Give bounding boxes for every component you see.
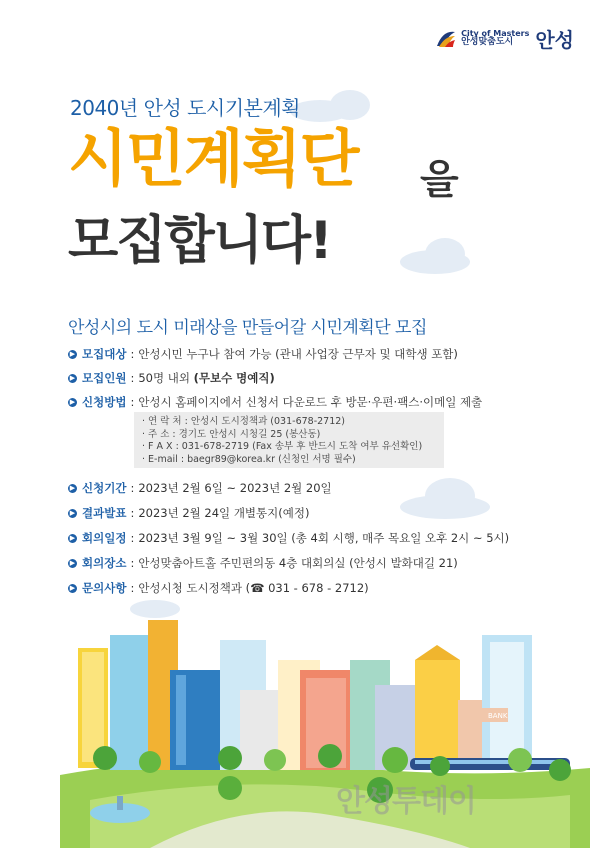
- info-row-period: ▶ 신청기간 : 2023년 2월 6일 ~ 2023년 2월 20일: [69, 481, 332, 495]
- info-value: 안성시민 누구나 참여 가능 (관내 사업장 근무자 및 대학생 포함): [138, 347, 458, 361]
- info-value: 50명 내외: [138, 371, 190, 385]
- info-row-inquiry: ▶ 문의사항 : 안성시청 도시정책과 (☎ 031 - 678 - 2712): [69, 581, 369, 595]
- contact-line: · F A X : 031-678-2719 (Fax 송부 후 반드시 도착 여부 유선확인): [142, 441, 423, 452]
- arrow-bullet-icon: ▶: [69, 583, 76, 592]
- contact-box: [134, 412, 444, 468]
- info-value-bold: (무보수 명예직): [193, 371, 275, 385]
- info-row-schedule: ▶ 회의일정 : 2023년 3월 9일 ~ 3월 30일 (총 4회 시행, 매주 목요일 오후 2시 ~ 5시): [69, 531, 510, 545]
- logo-korean: 안성맞춤도시: [461, 37, 514, 47]
- arrow-bullet-icon: ▶: [69, 373, 76, 382]
- info-label: 회의일정: [82, 531, 127, 545]
- poster-headline-highlight: 시민계획단: [68, 122, 358, 195]
- info-row-result: ▶ 결과발표 : 2023년 2월 24일 개별통지(예정): [69, 506, 310, 520]
- cloud: [425, 238, 465, 270]
- info-value: 2023년 2월 24일 개별통지(예정): [138, 506, 310, 520]
- info-row-count: ▶ 모집인원 : 50명 내외 (무보수 명예직): [69, 371, 275, 385]
- arrow-bullet-icon: ▶: [69, 508, 76, 517]
- info-label: 모집인원: [82, 371, 127, 385]
- info-label: 결과발표: [82, 506, 127, 520]
- city-logo: [435, 24, 574, 53]
- logo-english: City of Masters: [461, 29, 530, 38]
- poster-subtitle: 2040년 안성 도시기본계획: [70, 96, 300, 120]
- info-label: 신청방법: [82, 395, 127, 409]
- info-value: 2023년 3월 9일 ~ 3월 30일 (총 4회 시행, 매주 목요일 오후 2시 ~ 5시): [138, 531, 510, 545]
- info-row-venue: ▶ 회의장소 : 안성맞춤아트홀 주민편의동 4층 대회의실 (안성시 발화대길 21): [69, 556, 458, 570]
- info-value: 안성시청 도시정책과 (☎ 031 - 678 - 2712): [138, 581, 369, 595]
- poster-headline-line2: 모집합니다!: [68, 211, 331, 271]
- arrow-bullet-icon: ▶: [69, 558, 76, 567]
- contact-line: · 연 락 처 : 안성시 도시정책과 (031-678-2712): [142, 416, 346, 427]
- poster-headline-particle: 을: [420, 157, 458, 203]
- contact-line: · 주 소 : 경기도 안성시 시청길 25 (봉산동): [142, 428, 321, 440]
- info-label: 회의장소: [82, 556, 127, 570]
- city-emblem-icon: [435, 28, 457, 50]
- arrow-bullet-icon: ▶: [69, 483, 76, 492]
- building-sign: BANK: [488, 712, 508, 720]
- city-illustration: [0, 600, 600, 848]
- info-row-target: ▶ 모집대상 : 안성시민 누구나 참여 가능 (관내 사업장 근무자 및 대학생 포함): [69, 347, 458, 361]
- info-value: 안성맞춤아트홀 주민편의동 4층 대회의실 (안성시 발화대길 21): [138, 556, 458, 570]
- info-label: 신청기간: [82, 481, 127, 495]
- lead-text: 안성시의 도시 미래상을 만들어갈 시민계획단 모집: [68, 318, 427, 338]
- info-row-method: ▶ 신청방법 : 안성시 홈페이지에서 신청서 다운로드 후 방문·우편·팩스·이메일 제출: [69, 395, 483, 409]
- info-value: 안성시 홈페이지에서 신청서 다운로드 후 방문·우편·팩스·이메일 제출: [138, 395, 483, 409]
- arrow-bullet-icon: ▶: [69, 349, 76, 358]
- arrow-bullet-icon: ▶: [69, 397, 76, 406]
- cloud: [330, 90, 370, 120]
- info-label: 문의사항: [82, 581, 127, 595]
- watermark: 안성투데이: [336, 784, 476, 819]
- info-label: 모집대상: [82, 347, 127, 361]
- info-value: 2023년 2월 6일 ~ 2023년 2월 20일: [138, 481, 332, 495]
- cloud: [425, 478, 475, 514]
- logo-city: 안성: [535, 28, 574, 52]
- arrow-bullet-icon: ▶: [69, 533, 76, 542]
- contact-line: · E-mail : baegr89@korea.kr (신청인 서명 필수): [142, 453, 356, 465]
